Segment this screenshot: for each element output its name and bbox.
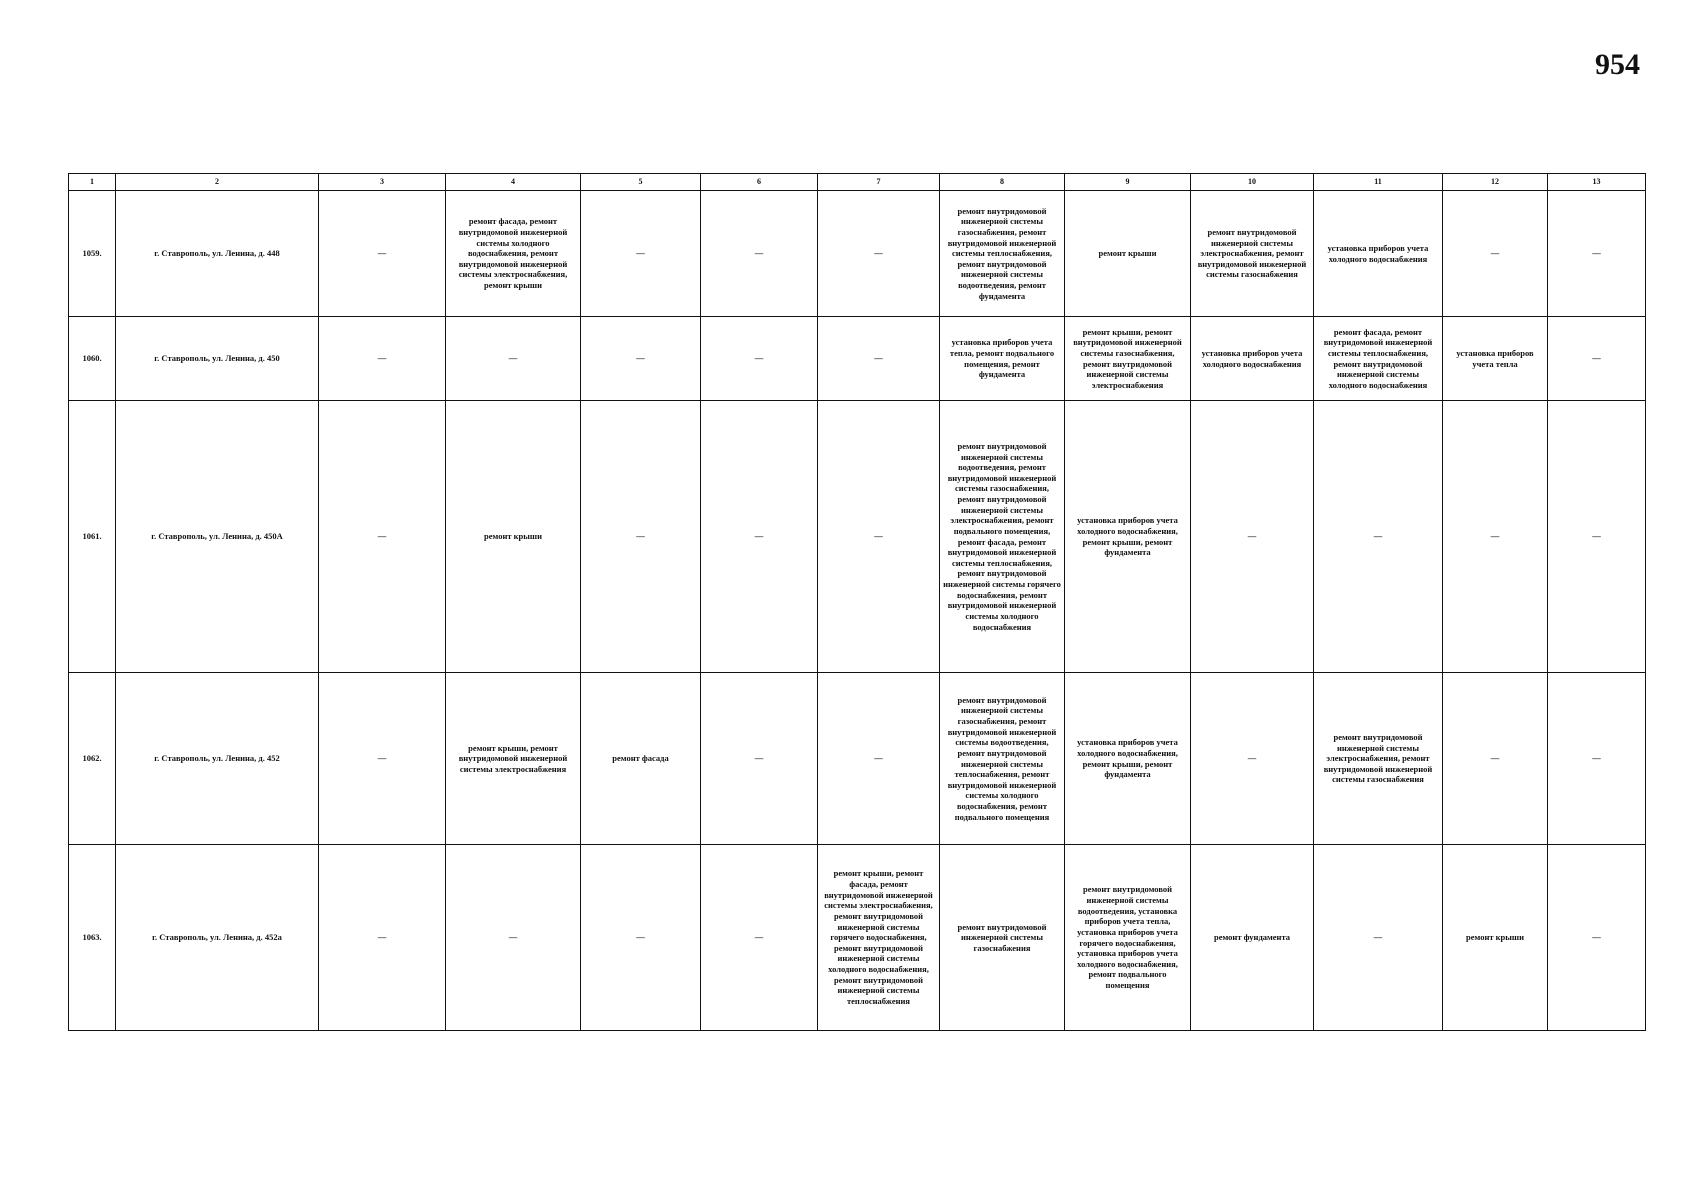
column-header: 3 [319,174,446,191]
cell: установка приборов учета тепла [1443,317,1548,401]
cell: установка приборов учета холодного водоснабжения [1191,317,1314,401]
address-cell: г. Ставрополь, ул. Ленина, д. 448 [116,191,319,317]
table-row [69,673,1646,845]
table-row [69,401,1646,673]
cell: — [319,317,446,401]
header-row [69,174,1646,191]
column-header: 12 [1443,174,1548,191]
cell: установка приборов учета тепла, ремонт подвального помещения, ремонт фундамента [940,317,1065,401]
column-header: 10 [1191,174,1314,191]
cell: — [818,673,940,845]
row-number: 1062. [69,673,116,845]
cell: ремонт внутридомовой инженерной системы водоотведения, ремонт внутридомовой инженерной системы газоснабжения, ремонт внутридомовой инженерной системы электроснабжения, ремонт подвального помещения, ремонт фасада, ремонт внутридомовой инженерной системы теплоснабжения, ремонт внутридомовой инженерной системы горячего водоснабжения, ремонт внутридомовой инженерной системы холодного водоснабжения [940,401,1065,673]
column-header: 4 [446,174,581,191]
cell: — [1191,673,1314,845]
cell: — [1548,673,1646,845]
cell: — [1314,845,1443,1031]
table-row [69,317,1646,401]
column-header: 9 [1065,174,1191,191]
column-header: 11 [1314,174,1443,191]
column-header: 8 [940,174,1065,191]
cell: — [701,401,818,673]
repair-schedule-table [68,173,1646,1031]
table-header [69,174,1646,191]
cell: — [581,845,701,1031]
cell: ремонт внутридомовой инженерной системы водоотведения, установка приборов учета тепла, установка приборов учета горячего водоснабжения, установка приборов учета холодного водоснабжения, ремонт подвального помещения [1065,845,1191,1031]
table-body [69,191,1646,1031]
column-header: 5 [581,174,701,191]
row-number: 1059. [69,191,116,317]
cell: — [1443,401,1548,673]
cell: — [1548,401,1646,673]
cell: — [1548,191,1646,317]
column-header: 1 [69,174,116,191]
cell: — [701,673,818,845]
cell: — [1191,401,1314,673]
column-header: 13 [1548,174,1646,191]
cell: установка приборов учета холодного водоснабжения, ремонт крыши, ремонт фундамента [1065,401,1191,673]
cell: — [1314,401,1443,673]
cell: — [319,673,446,845]
cell: ремонт крыши [1443,845,1548,1031]
cell: — [446,317,581,401]
cell: — [818,191,940,317]
cell: — [1443,673,1548,845]
cell: ремонт крыши, ремонт внутридомовой инженерной системы газоснабжения, ремонт внутридомовой инженерной системы электроснабжения [1065,317,1191,401]
cell: ремонт крыши, ремонт внутридомовой инженерной системы электроснабжения [446,673,581,845]
cell: ремонт внутридомовой инженерной системы газоснабжения, ремонт внутридомовой инженерной системы водоотведения, ремонт внутридомовой инженерной системы теплоснабжения, ремонт внутридомовой инженерной системы холодного водоснабжения, ремонт подвального помещения [940,673,1065,845]
cell: ремонт фасада, ремонт внутридомовой инженерной системы теплоснабжения, ремонт внутридомовой инженерной системы холодного водоснабжения [1314,317,1443,401]
address-cell: г. Ставрополь, ул. Ленина, д. 452а [116,845,319,1031]
cell: установка приборов учета холодного водоснабжения [1314,191,1443,317]
cell: — [581,191,701,317]
table-row [69,845,1646,1031]
cell: ремонт внутридомовой инженерной системы электроснабжения, ремонт внутридомовой инженерной системы газоснабжения [1314,673,1443,845]
row-number: 1060. [69,317,116,401]
cell: — [581,317,701,401]
address-cell: г. Ставрополь, ул. Ленина, д. 450 [116,317,319,401]
cell: ремонт внутридомовой инженерной системы газоснабжения [940,845,1065,1031]
column-header: 6 [701,174,818,191]
cell: — [581,401,701,673]
cell: ремонт крыши [1065,191,1191,317]
cell: — [1548,317,1646,401]
row-number: 1061. [69,401,116,673]
column-header: 7 [818,174,940,191]
cell: — [701,317,818,401]
cell: — [446,845,581,1031]
cell: — [319,401,446,673]
cell: ремонт фундамента [1191,845,1314,1031]
cell: — [1443,191,1548,317]
cell: ремонт фасада, ремонт внутридомовой инженерной системы холодного водоснабжения, ремонт внутридомовой инженерной системы электроснабжения, ремонт крыши [446,191,581,317]
cell: ремонт фасада [581,673,701,845]
cell: ремонт внутридомовой инженерной системы электроснабжения, ремонт внутридомовой инженерной системы газоснабжения [1191,191,1314,317]
cell: — [818,401,940,673]
address-cell: г. Ставрополь, ул. Ленина, д. 450А [116,401,319,673]
column-header: 2 [116,174,319,191]
row-number: 1063. [69,845,116,1031]
address-cell: г. Ставрополь, ул. Ленина, д. 452 [116,673,319,845]
cell: ремонт крыши, ремонт фасада, ремонт внутридомовой инженерной системы электроснабжения, ремонт внутридомовой инженерной системы горячего водоснабжения, ремонт внутридомовой инженерной системы холодного водоснабжения, ремонт внутридомовой инженерной системы теплоснабжения [818,845,940,1031]
cell: ремонт крыши [446,401,581,673]
table-row [69,191,1646,317]
cell: — [1548,845,1646,1031]
cell: — [319,191,446,317]
cell: — [701,191,818,317]
cell: установка приборов учета холодного водоснабжения, ремонт крыши, ремонт фундамента [1065,673,1191,845]
cell: — [818,317,940,401]
cell: — [319,845,446,1031]
page-number: 954 [1595,48,1640,81]
cell: ремонт внутридомовой инженерной системы газоснабжения, ремонт внутридомовой инженерной системы теплоснабжения, ремонт внутридомовой инженерной системы водоотведения, ремонт фундамента [940,191,1065,317]
cell: — [701,845,818,1031]
